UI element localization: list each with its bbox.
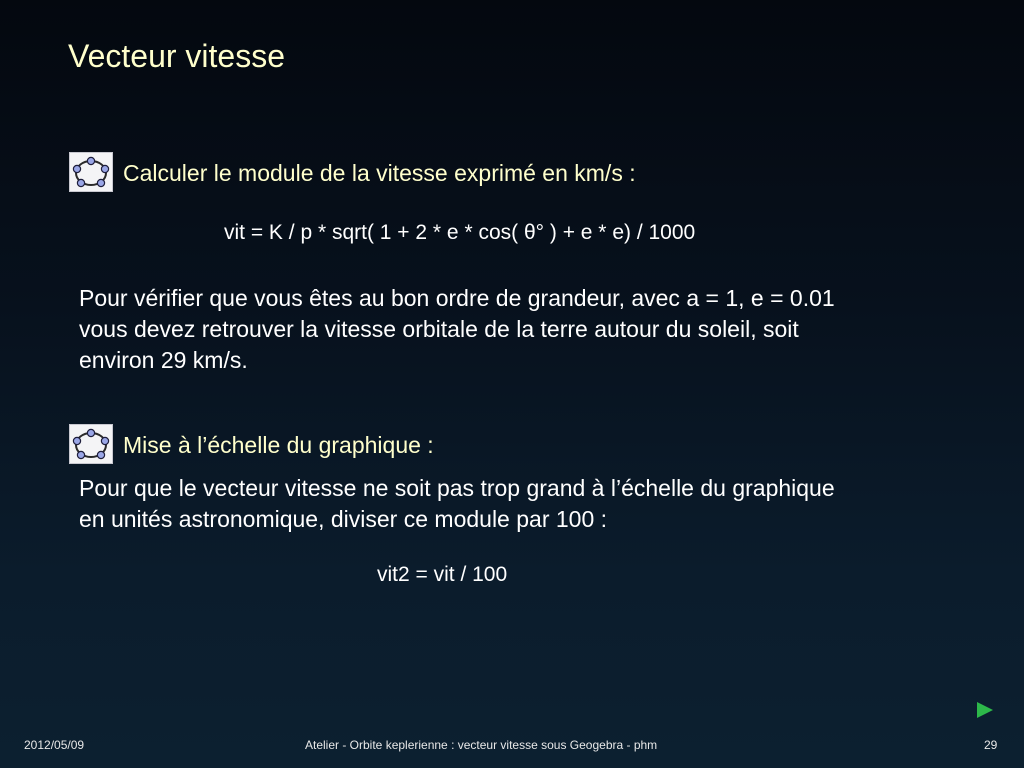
verification-paragraph: [79, 283, 959, 376]
scaled-speed-formula: vit2 = vit / 100: [377, 563, 508, 586]
geogebra-icon: [69, 152, 113, 192]
paragraph-line: vous devez retrouver la vitesse orbitale de la terre autour du soleil, soit: [79, 316, 799, 342]
paragraph-line: en unités astronomique, diviser ce module par 100 :: [79, 506, 608, 532]
section-heading-calculate-speed: Calculer le module de la vitesse exprimé en km/s :: [123, 160, 636, 186]
footer-caption: Atelier - Orbite keplerienne : vecteur vitesse sous Geogebra - phm: [305, 738, 658, 752]
speed-formula: vit = K / p * sqrt( 1 + 2 * e * cos( θ° ) + e * e) / 1000: [224, 221, 696, 244]
paragraph-line: Pour que le vecteur vitesse ne soit pas trop grand à l’échelle du graphique: [79, 475, 835, 501]
slide-title: Vecteur vitesse: [68, 38, 285, 74]
footer-date: 2012/05/09: [24, 738, 85, 752]
geogebra-icon: [69, 424, 113, 464]
paragraph-line: Pour vérifier que vous êtes au bon ordre de grandeur, avec a = 1, e = 0.01: [79, 285, 835, 311]
section-heading-scale-graph: Mise à l’échelle du graphique :: [123, 432, 434, 458]
page-number: 29: [984, 738, 998, 752]
play-arrow-icon: [974, 699, 996, 721]
paragraph-line: environ 29 km/s.: [79, 347, 248, 373]
next-slide-button[interactable]: [974, 699, 996, 721]
scaling-paragraph: [79, 473, 959, 535]
